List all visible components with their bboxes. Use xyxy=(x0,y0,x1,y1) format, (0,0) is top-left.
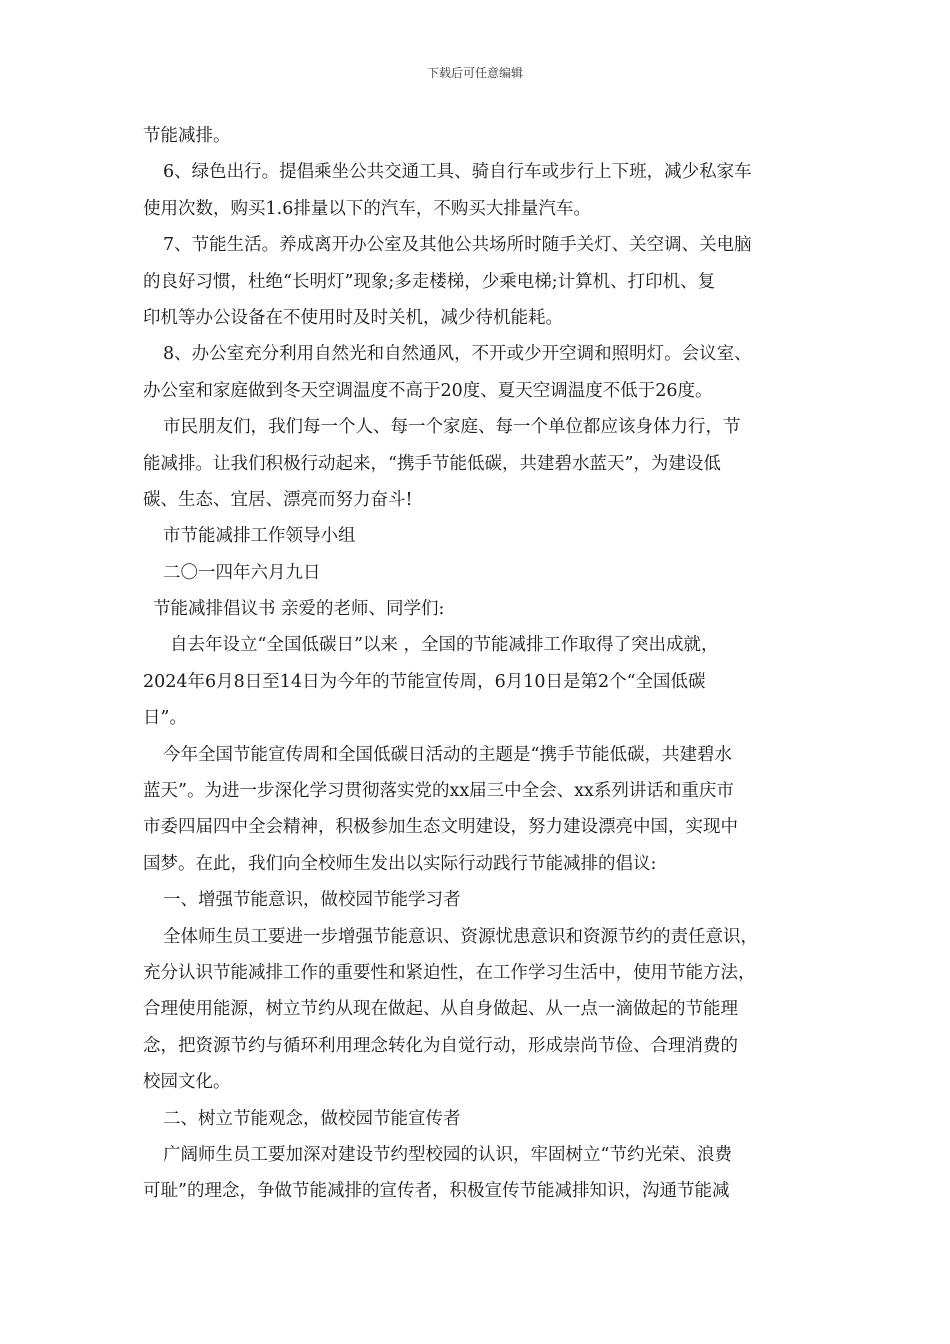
text-line: 6、绿色出行。提倡乘坐公共交通工具、骑自行车或步行上下班，减少私家车 xyxy=(163,162,752,183)
page-header: 下载后可任意编辑 xyxy=(426,66,523,80)
text-line: 2024年6月8日至14日为今年的节能宣传周，6月10日是第2个“全国低碳 xyxy=(143,671,706,692)
text-line: 碳、生态、宜居、漂亮而努力奋斗! xyxy=(143,489,413,510)
text-line: 广阔师生员工要加深对建设节约型校园的认识，牢固树立“节约光荣、浪费 xyxy=(163,1144,732,1165)
document-body xyxy=(143,118,807,1210)
text-line: 蓝天”。为进一步深化学习贯彻落实党的xx届三中全会、xx系列讲话和重庆市 xyxy=(143,781,734,802)
text-line: 自去年设立“全国低碳日”以来 ，全国的节能减排工作取得了突出成就， xyxy=(170,635,719,656)
text-line: 校园文化。 xyxy=(143,1072,231,1093)
text-line: 合理使用能源，树立节约从现在做起、从自身做起、从一点一滴做起的节能理 xyxy=(143,999,738,1020)
text-line: 市委四届四中全会精神，积极参加生态文明建设，努力建设漂亮中国，实现中 xyxy=(143,817,738,838)
text-line: 日”。 xyxy=(143,708,187,729)
text-line: 7、节能生活。养成离开办公室及其他公共场所时随手关灯、关空调、关电脑 xyxy=(163,235,752,256)
section-heading: 二、树立节能观念，做校园节能宣传者 xyxy=(163,1108,461,1129)
section-heading: 一、增强节能意识，做校园节能学习者 xyxy=(163,890,461,911)
text-line: 使用次数，购买1.6排量以下的汽车，不购买大排量汽车。 xyxy=(143,198,591,219)
text-line: 能减排。让我们积极行动起来，“携手节能低碳，共建碧水蓝天”，为建设低 xyxy=(143,453,721,474)
text-line: 国梦。在此，我们向全校师生发出以实际行动践行节能减排的倡议: xyxy=(143,853,657,874)
text-line: 市民朋友们，我们每一个人、每一个家庭、每一个单位都应该身体力行，节 xyxy=(163,417,741,438)
text-line: 节能减排。 xyxy=(143,126,231,146)
text-line: 8、办公室充分利用自然光和自然通风，不开或少开空调和照明灯。会议室、 xyxy=(163,344,752,365)
text-line: 念，把资源节约与循环利用理念转化为自觉行动，形成崇尚节俭、合理消费的 xyxy=(143,1035,738,1056)
letter-title: 节能减排倡议书 亲爱的老师、同学们: xyxy=(153,599,445,620)
text-line: 全体师生员工要进一步增强节能意识、资源忧患意识和资源节约的责任意识， xyxy=(163,926,758,947)
signature-org: 市节能减排工作领导小组 xyxy=(163,526,356,547)
text-line: 印机等办公设备在不使用时及时关机，减少待机能耗。 xyxy=(143,307,563,328)
text-line: 可耻”的理念，争做节能减排的宣传者，积极宣传节能减排知识，沟通节能减 xyxy=(143,1181,730,1202)
signature-date: 二〇一四年六月九日 xyxy=(163,562,321,583)
text-line: 充分认识节能减排工作的重要性和紧迫性，在工作学习生活中，使用节能方法， xyxy=(143,962,756,983)
text-line: 办公室和家庭做到冬天空调温度不高于20度、夏天空调温度不低于26度。 xyxy=(143,380,713,401)
text-line: 今年全国节能宣传周和全国低碳日活动的主题是“携手节能低碳，共建碧水 xyxy=(163,744,732,765)
text-line: 的良好习惯，杜绝“长明灯”现象;多走楼梯，少乘电梯;计算机、打印机、复 xyxy=(143,271,716,292)
